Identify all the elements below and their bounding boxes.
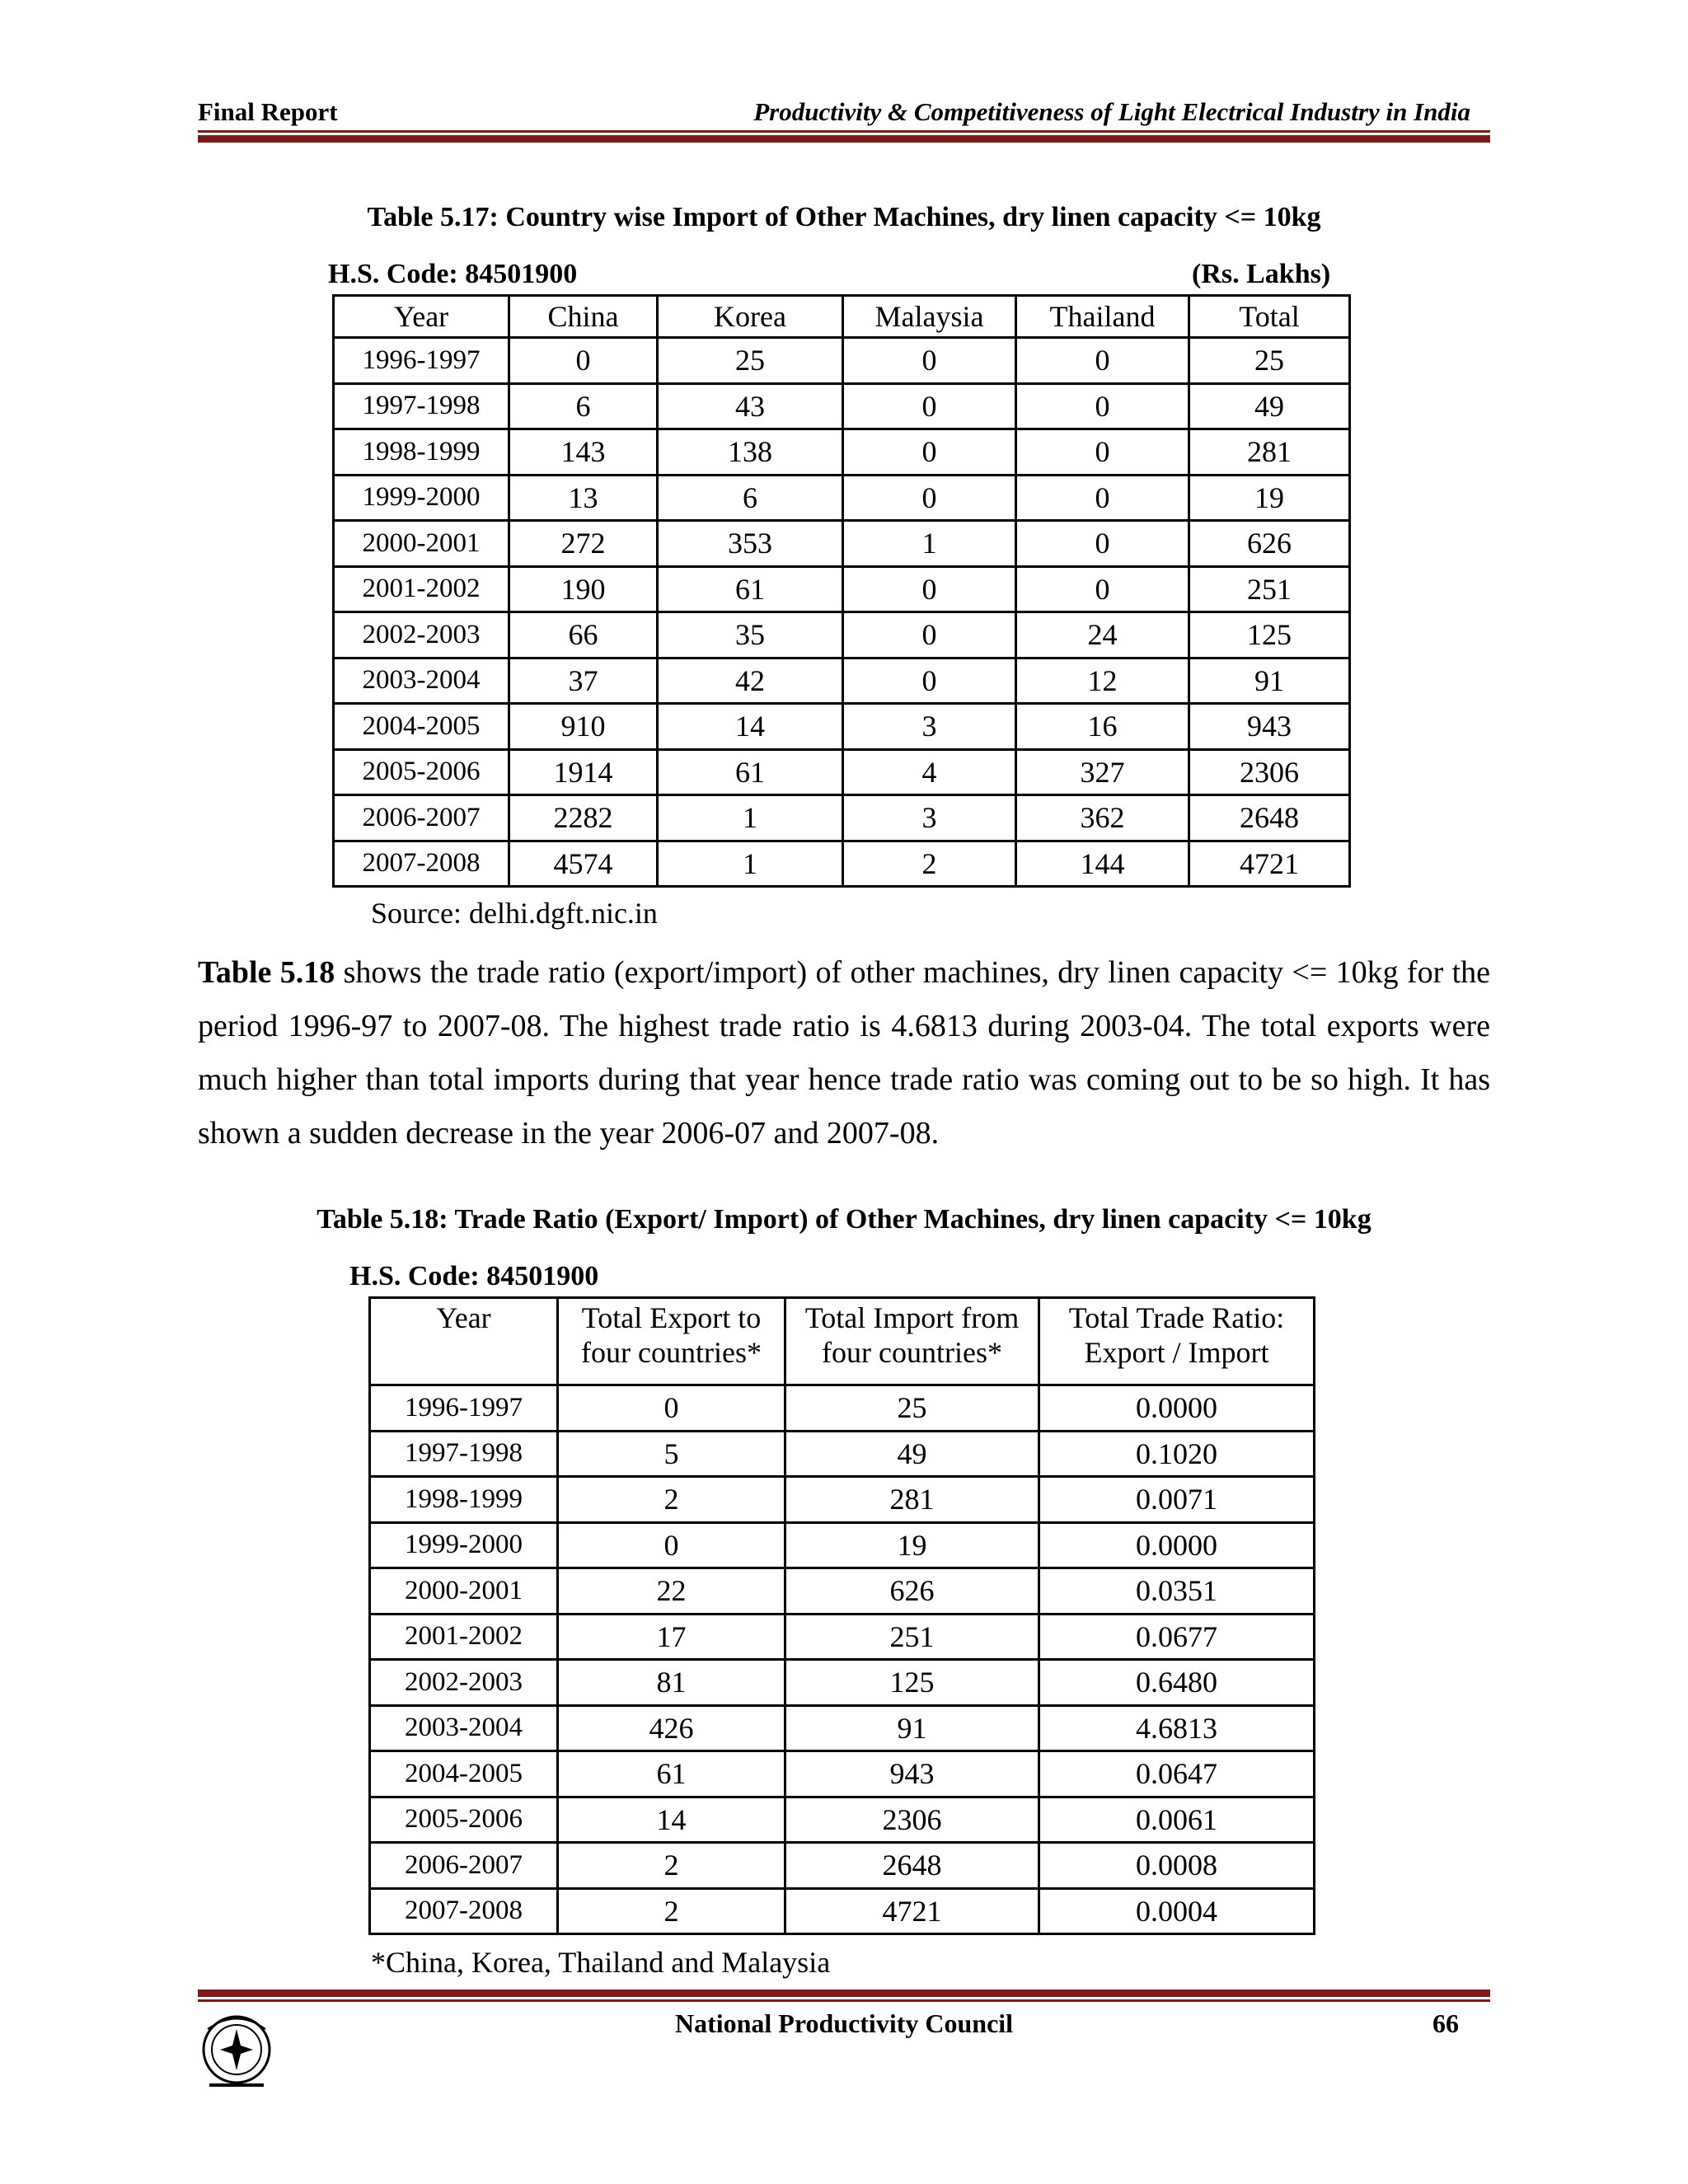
table2-cell: 1996-1997: [370, 1385, 558, 1432]
table2-cell: 2003-2004: [370, 1705, 558, 1751]
table1-cell: 2003-2004: [334, 658, 509, 704]
import-table: [332, 294, 1351, 888]
table2-cell: 1999-2000: [370, 1522, 558, 1568]
table2-cell: 19: [785, 1522, 1039, 1568]
table2-cell: 0.0061: [1039, 1797, 1315, 1843]
table-row: [370, 1568, 1315, 1615]
table1-cell: 281: [1189, 429, 1350, 476]
paragraph-text: shows the trade ratio (export/import) of other machines, dry linen capacity <= 10kg for the period 1996-97 to 2007-08. The highest trade ratio is 4.6813 during 2003-04. The total exports were much higher than total imports during that year hence trade ratio was coming out to be so high. It has shown a sudden decrease in the year 2006-07 and 2007-08.: [198, 955, 1490, 1151]
table1-hs-code: H.S. Code: 84501900: [328, 259, 578, 289]
table1-cell: 35: [658, 612, 843, 658]
table1-cell: 66: [509, 612, 658, 658]
table2-cell: 0.0351: [1039, 1568, 1315, 1615]
table2-header: [558, 1298, 785, 1385]
table1-cell: 943: [1189, 704, 1350, 750]
header-rule-thin: [198, 130, 1490, 133]
table2-cell: 81: [558, 1660, 785, 1706]
table-row: [370, 1751, 1315, 1797]
table-row: [334, 704, 1350, 750]
table1-cell: 272: [509, 521, 658, 567]
table-row: [334, 383, 1350, 429]
table1-cell: 2004-2005: [334, 704, 509, 750]
table1-header-malaysia: Malaysia: [843, 296, 1016, 338]
table2-cell: 1997-1998: [370, 1431, 558, 1477]
table-row: [370, 1660, 1315, 1706]
table1-cell: 24: [1016, 612, 1189, 658]
header-rule-thick: [198, 135, 1490, 143]
table1-cell: 42: [658, 658, 843, 704]
table-row: [334, 429, 1350, 476]
table2-cell: 2004-2005: [370, 1751, 558, 1797]
table1-cell: 626: [1189, 521, 1350, 567]
table2-cell: 426: [558, 1705, 785, 1751]
table1-cell: 1914: [509, 749, 658, 795]
table1-cell: 0: [1016, 429, 1189, 476]
table2-cell: 0.0000: [1039, 1522, 1315, 1568]
table1-cell: 0: [843, 658, 1016, 704]
table-row: [334, 841, 1350, 887]
table1-cell: 1997-1998: [334, 383, 509, 429]
table2-cell: 2648: [785, 1843, 1039, 1889]
table1-cell: 61: [658, 749, 843, 795]
table1-cell: 0: [843, 338, 1016, 384]
header-left-title: Final Report: [198, 97, 338, 126]
table2-cell: 17: [558, 1614, 785, 1660]
table1-cell: 2306: [1189, 749, 1350, 795]
table2-header-line: four countries*: [581, 1336, 762, 1369]
table2-cell: 2: [558, 1477, 785, 1523]
table2-header-line: Total Import from: [804, 1301, 1020, 1334]
table1-cell: 1998-1999: [334, 429, 509, 476]
table-row: [370, 1843, 1315, 1889]
table1-cell: 2282: [509, 795, 658, 841]
table-row: [334, 749, 1350, 795]
table1-cell: 6: [658, 475, 843, 521]
table1-cell: 0: [1016, 383, 1189, 429]
table2-cell: 0.0004: [1039, 1888, 1315, 1934]
table1-cell: 190: [509, 566, 658, 612]
table2-cell: 2000-2001: [370, 1568, 558, 1615]
table1-cell: 3: [843, 795, 1016, 841]
table1-cell: 327: [1016, 749, 1189, 795]
table-row: [334, 566, 1350, 612]
table1-header-total: Total: [1189, 296, 1350, 338]
table-row: [370, 1385, 1315, 1432]
trade-ratio-table: [368, 1296, 1315, 1935]
table2-cell: 125: [785, 1660, 1039, 1706]
table1-cell: 16: [1016, 704, 1189, 750]
table1-cell: 2001-2002: [334, 566, 509, 612]
table2-cell: 0: [558, 1385, 785, 1432]
table2-header-line: Year: [436, 1301, 491, 1334]
table2-header: [785, 1298, 1039, 1385]
table2-cell: 0.0647: [1039, 1751, 1315, 1797]
table1-header-year: Year: [334, 296, 509, 338]
table2-hs-code: H.S. Code: 84501900: [349, 1261, 599, 1291]
table1-cell: 2006-2007: [334, 795, 509, 841]
table1-cell: 1996-1997: [334, 338, 509, 384]
table2-cell: 2001-2002: [370, 1614, 558, 1660]
table1-caption: Table 5.17: Country wise Import of Other Machines, dry linen capacity <= 10kg: [367, 202, 1321, 232]
table2-cell: 2002-2003: [370, 1660, 558, 1706]
table1-cell: 144: [1016, 841, 1189, 887]
footer-rule-thick: [198, 1990, 1490, 1997]
table2-cell: 2005-2006: [370, 1797, 558, 1843]
table2-cell: 5: [558, 1431, 785, 1477]
table-row: [334, 795, 1350, 841]
table1-cell: 0: [1016, 521, 1189, 567]
table2-cell: 626: [785, 1568, 1039, 1615]
table1-cell: 0: [843, 383, 1016, 429]
table1-cell: 4721: [1189, 841, 1350, 887]
table-row: [370, 1705, 1315, 1751]
table1-cell: 25: [658, 338, 843, 384]
table2-cell: 91: [785, 1705, 1039, 1751]
table2-header-line: Total Trade Ratio:: [1068, 1301, 1285, 1334]
paragraph-lead: Table 5.18: [198, 955, 335, 990]
table-row: [370, 1614, 1315, 1660]
table2-cell: 2006-2007: [370, 1843, 558, 1889]
table2-header: [1039, 1298, 1315, 1385]
table2-cell: 0.1020: [1039, 1431, 1315, 1477]
table-row: [370, 1477, 1315, 1523]
table-row: [334, 521, 1350, 567]
table1-cell: 0: [843, 429, 1016, 476]
table1-source: Source: delhi.dgft.nic.in: [371, 897, 658, 930]
table1-cell: 353: [658, 521, 843, 567]
table1-header-korea: Korea: [658, 296, 843, 338]
table1-cell: 143: [509, 429, 658, 476]
table1-cell: 138: [658, 429, 843, 476]
table2-footnote: *China, Korea, Thailand and Malaysia: [371, 1946, 831, 1979]
table1-cell: 12: [1016, 658, 1189, 704]
table-row: [370, 1431, 1315, 1477]
table1-cell: 4574: [509, 841, 658, 887]
footer-rule-thin: [198, 1999, 1490, 2002]
table1-cell: 2648: [1189, 795, 1350, 841]
table2-caption: Table 5.18: Trade Ratio (Export/ Import) of Other Machines, dry linen capacity <= 10kg: [316, 1204, 1372, 1235]
table2-cell: 2: [558, 1888, 785, 1934]
table1-cell: 910: [509, 704, 658, 750]
header-right-title: Productivity & Competitiveness of Light Electrical Industry in India: [753, 97, 1470, 126]
table2-cell: 0: [558, 1522, 785, 1568]
table2-cell: 251: [785, 1614, 1039, 1660]
table2-cell: 14: [558, 1797, 785, 1843]
table1-cell: 125: [1189, 612, 1350, 658]
body-paragraph: [198, 946, 1490, 1160]
table1-cell: 0: [843, 612, 1016, 658]
table2-cell: 943: [785, 1751, 1039, 1797]
table1-cell: 2: [843, 841, 1016, 887]
table2-header-line: Total Export to: [581, 1301, 762, 1334]
table1-cell: 0: [1016, 566, 1189, 612]
table-row: [334, 612, 1350, 658]
table1-cell: 362: [1016, 795, 1189, 841]
table1-cell: 1: [843, 521, 1016, 567]
footer-title: National Productivity Council: [674, 2008, 1014, 2038]
table1-cell: 4: [843, 749, 1016, 795]
table1-cell: 2002-2003: [334, 612, 509, 658]
table2-cell: 0.6480: [1039, 1660, 1315, 1706]
table1-cell: 2000-2001: [334, 521, 509, 567]
table1-cell: 61: [658, 566, 843, 612]
table2-header-line: Export / Import: [1084, 1336, 1269, 1369]
table2-cell: 0.0008: [1039, 1843, 1315, 1889]
table1-cell: 19: [1189, 475, 1350, 521]
table2-cell: 4721: [785, 1888, 1039, 1934]
table1-cell: 2005-2006: [334, 749, 509, 795]
npc-emblem-icon: [191, 2004, 282, 2095]
table1-cell: 49: [1189, 383, 1350, 429]
table2-cell: 2007-2008: [370, 1888, 558, 1934]
table1-cell: 91: [1189, 658, 1350, 704]
table2-cell: 25: [785, 1385, 1039, 1432]
table1-cell: 0: [843, 475, 1016, 521]
table-row: [370, 1888, 1315, 1934]
table2-cell: 0.0677: [1039, 1614, 1315, 1660]
table2-header: [370, 1298, 558, 1385]
page-number: 66: [1432, 2008, 1459, 2038]
table2-cell: 281: [785, 1477, 1039, 1523]
table1-cell: 25: [1189, 338, 1350, 384]
table-row: [334, 658, 1350, 704]
table2-cell: 49: [785, 1431, 1039, 1477]
table2-header-line: four countries*: [822, 1336, 1002, 1369]
table1-header-china: China: [509, 296, 658, 338]
table1-cell: 1: [658, 841, 843, 887]
table1-units: (Rs. Lakhs): [1192, 259, 1331, 289]
table1-cell: 3: [843, 704, 1016, 750]
table1-cell: 6: [509, 383, 658, 429]
table2-cell: 4.6813: [1039, 1705, 1315, 1751]
table-row: [334, 475, 1350, 521]
table1-cell: 0: [843, 566, 1016, 612]
table2-cell: 0.0071: [1039, 1477, 1315, 1523]
table2-cell: 1998-1999: [370, 1477, 558, 1523]
table2-cell: 2: [558, 1843, 785, 1889]
table1-cell: 0: [1016, 475, 1189, 521]
table2-cell: 22: [558, 1568, 785, 1615]
table1-cell: 43: [658, 383, 843, 429]
table-row: [370, 1797, 1315, 1843]
table1-cell: 14: [658, 704, 843, 750]
table1-cell: 0: [1016, 338, 1189, 384]
table1-cell: 2007-2008: [334, 841, 509, 887]
table1-cell: 1999-2000: [334, 475, 509, 521]
table-row: [370, 1522, 1315, 1568]
table2-cell: 0.0000: [1039, 1385, 1315, 1432]
table2-cell: 2306: [785, 1797, 1039, 1843]
table1-header-thailand: Thailand: [1016, 296, 1189, 338]
table1-cell: 1: [658, 795, 843, 841]
table1-cell: 37: [509, 658, 658, 704]
table-row: [334, 338, 1350, 384]
table1-cell: 251: [1189, 566, 1350, 612]
table1-cell: 0: [509, 338, 658, 384]
table2-cell: 61: [558, 1751, 785, 1797]
table1-cell: 13: [509, 475, 658, 521]
